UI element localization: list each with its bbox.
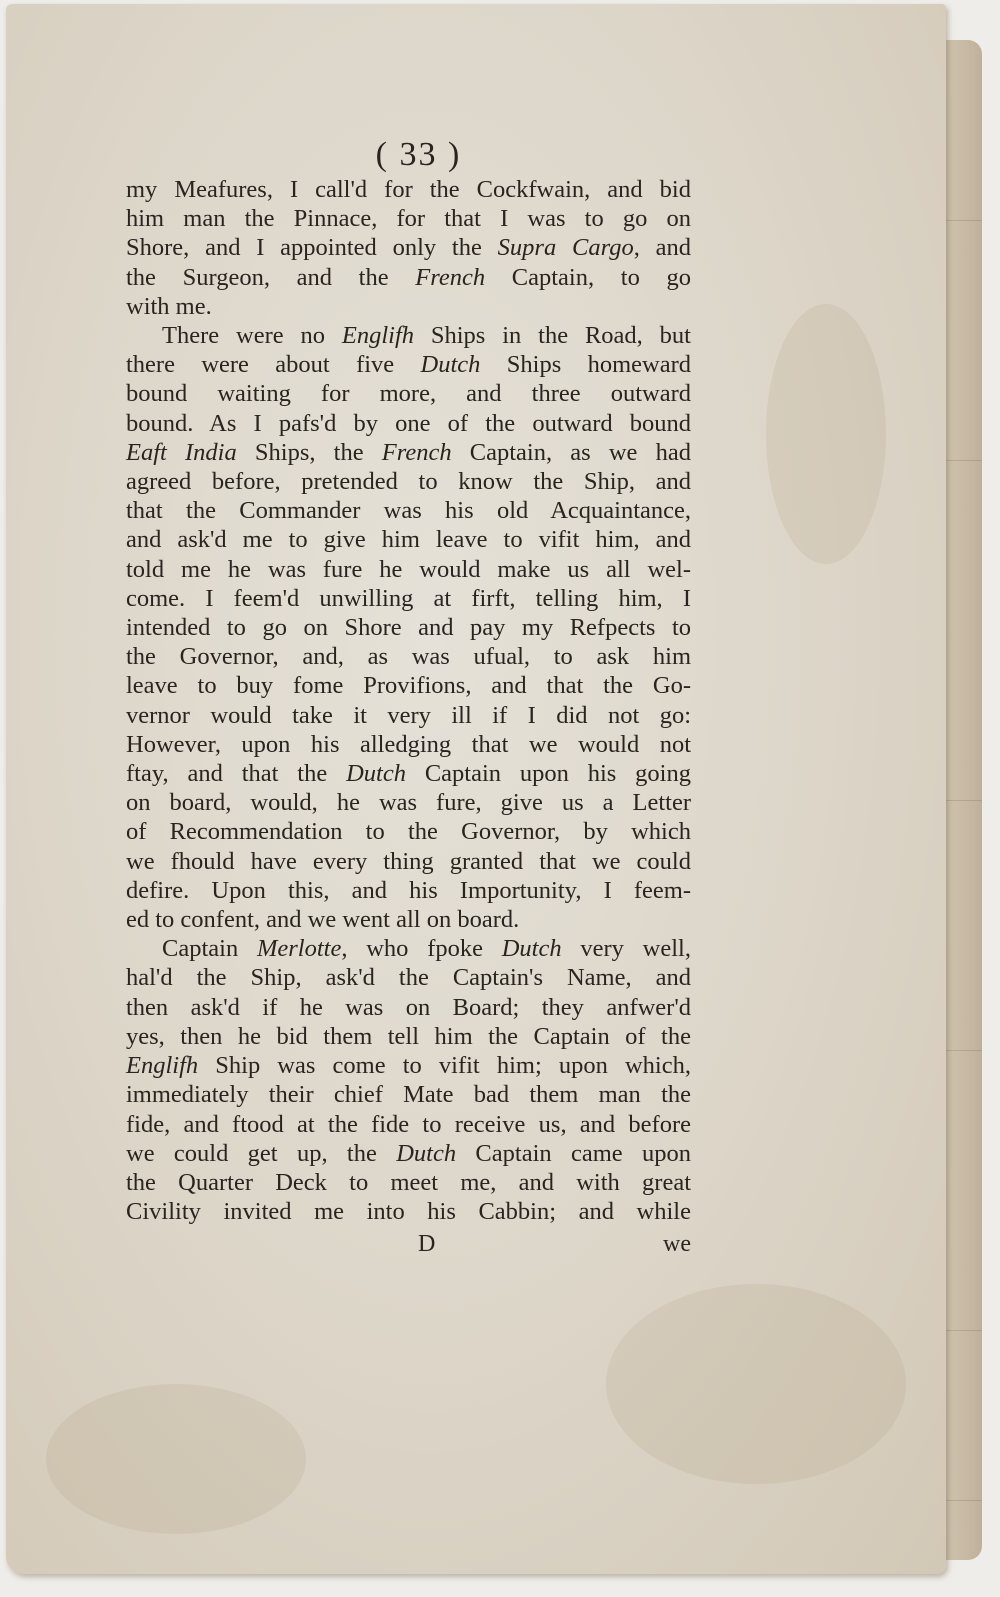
text-line	[126, 847, 691, 876]
text-segment: Captain came upon	[456, 1139, 691, 1167]
text-segment: , who fpoke	[341, 935, 502, 963]
text-line	[126, 555, 691, 584]
text-segment: of Recommendation to the Governor, by which	[126, 818, 691, 846]
text-segment: Merlotte	[256, 935, 342, 963]
text-segment: There were no	[162, 322, 342, 350]
text-segment: , and	[633, 234, 691, 262]
text-segment: Ships, the	[236, 438, 382, 466]
text-segment: Ships in the Road, but	[414, 322, 691, 350]
text-segment: defire. Upon this, and his Importunity, I feem-	[126, 876, 691, 904]
text-line	[126, 467, 691, 496]
text-segment: immediately their chief Mate bad them man the	[126, 1081, 691, 1109]
text-segment: and ask'd me to give him leave to vifit him, and	[126, 526, 691, 554]
text-line	[126, 701, 691, 730]
text-line	[126, 1168, 691, 1197]
text-segment: him man the Pinnace, for that I was to go on	[126, 205, 691, 233]
text-line	[126, 1022, 691, 1051]
signature-mark: D	[418, 1231, 436, 1258]
text-segment: French	[381, 438, 452, 466]
text-segment: very well,	[561, 935, 691, 963]
text-segment: yes, then he bid them tell him the Captain of the	[126, 1022, 691, 1050]
text-segment: Shore, and I appointed only the	[126, 234, 498, 262]
text-line	[126, 671, 691, 700]
text-segment: my Meafures, I call'd for the Cockfwain, and bid	[126, 176, 691, 203]
text-segment: Dutch	[346, 760, 406, 788]
text-line	[126, 233, 691, 262]
text-line	[126, 963, 691, 992]
text-line	[126, 1197, 691, 1226]
text-segment: Captain, to go	[485, 263, 692, 291]
text-segment: told me he was fure he would make us all wel-	[126, 555, 691, 583]
text-segment: Dutch	[396, 1139, 457, 1167]
text-segment: vernor would take it very ill if I did not go:	[126, 701, 691, 729]
text-line	[126, 934, 691, 963]
text-segment: with me.	[126, 292, 212, 320]
text-line	[126, 263, 691, 292]
text-segment: Supra Cargo	[497, 234, 634, 262]
text-segment: there were about five	[126, 351, 421, 379]
text-segment: Eaft India	[126, 438, 237, 466]
text-segment: Englifh	[126, 1052, 199, 1080]
text-line	[126, 350, 691, 379]
text-segment: Dutch	[420, 351, 481, 379]
text-segment: However, upon his alledging that we would not	[126, 730, 691, 758]
text-line	[126, 292, 691, 321]
text-segment: French	[415, 263, 486, 291]
text-segment: leave to buy fome Provifions, and that the Go-	[126, 672, 691, 700]
text-segment: the Surgeon, and the	[126, 263, 416, 291]
text-line	[126, 817, 691, 846]
text-line	[126, 1051, 691, 1080]
text-segment: ftay, and that the	[126, 760, 347, 788]
text-line	[126, 438, 691, 467]
text-line	[126, 1110, 691, 1139]
text-segment: Captain upon his going	[405, 760, 691, 788]
text-segment: the Governor, and, as was ufual, to ask him	[126, 643, 691, 671]
text-segment: bound waiting for more, and three outward	[126, 380, 691, 408]
text-segment: Englifh	[341, 322, 414, 350]
printed-text	[126, 135, 691, 1260]
text-segment: bound. As I pafs'd by one of the outward bound	[126, 409, 691, 437]
text-line	[126, 1139, 691, 1168]
page-footer	[126, 1230, 691, 1259]
text-line	[126, 876, 691, 905]
text-segment: hal'd the Ship, ask'd the Captain's Name, and	[126, 964, 691, 992]
text-segment: Captain	[162, 935, 257, 963]
text-lines	[126, 175, 691, 1226]
text-line	[126, 905, 691, 934]
text-line	[126, 496, 691, 525]
text-line	[126, 409, 691, 438]
text-line	[126, 993, 691, 1022]
text-line	[126, 584, 691, 613]
text-line	[126, 379, 691, 408]
text-segment: Dutch	[501, 935, 562, 963]
text-line	[126, 730, 691, 759]
text-segment: on board, would, he was fure, give us a Letter	[126, 789, 691, 817]
text-line	[126, 759, 691, 788]
catchword: we	[663, 1231, 691, 1258]
page-number: ( 33 )	[375, 136, 462, 173]
text-line	[126, 204, 691, 233]
text-segment: Ships homeward	[480, 351, 691, 379]
text-segment: Ship was come to vifit him; upon which,	[198, 1052, 691, 1080]
text-line	[126, 642, 691, 671]
text-segment: Civility invited me into his Cabbin; and while	[126, 1198, 691, 1226]
text-segment: fide, and ftood at the fide to receive us, and before	[126, 1110, 691, 1138]
text-segment: Captain, as we had	[451, 438, 691, 466]
text-line	[126, 788, 691, 817]
text-line	[126, 1080, 691, 1109]
text-segment: ed to confent, and we went all on board.	[126, 906, 520, 934]
text-segment: we fhould have every thing granted that we could	[126, 847, 691, 875]
text-segment: agreed before, pretended to know the Ship, and	[126, 468, 691, 496]
text-segment: that the Commander was his old Acquaintance,	[126, 497, 691, 525]
text-segment: intended to go on Shore and pay my Refpects to	[126, 614, 691, 642]
text-segment: we could get up, the	[126, 1139, 397, 1167]
text-segment: then ask'd if he was on Board; they anfwer'd	[126, 993, 691, 1021]
text-line	[126, 175, 691, 204]
text-line	[126, 613, 691, 642]
text-line	[126, 321, 691, 350]
text-segment: the Quarter Deck to meet me, and with great	[126, 1168, 691, 1196]
text-segment: come. I feem'd unwilling at firft, telling him, I	[126, 584, 691, 612]
text-line	[126, 525, 691, 554]
